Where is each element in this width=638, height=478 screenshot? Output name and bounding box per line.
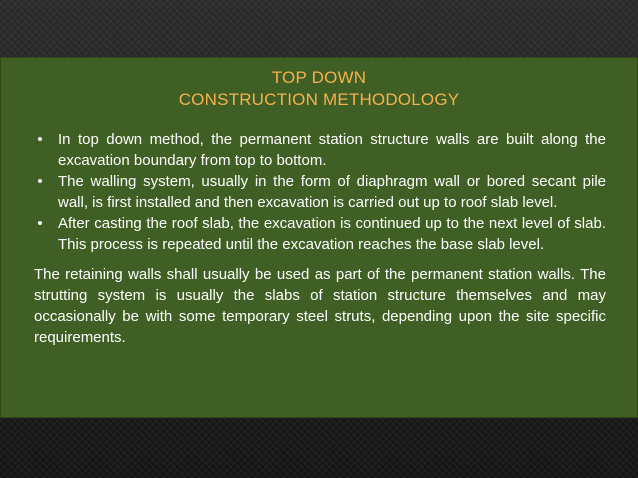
bullet-icon: • <box>37 215 43 232</box>
bullet-text: After casting the roof slab, the excavation is continued up to the next level of slab. This process is repeated until the excavation reaches the base slab level. <box>58 215 606 253</box>
bullet-text: The walling system, usually in the form of diaphragm wall or bored secant pile wall, is first installed and then excavation is carried out up to roof slab level. <box>58 173 606 211</box>
title-line-1: TOP DOWN <box>271 68 367 87</box>
slide-title <box>0 67 638 111</box>
bullet-item <box>34 171 606 213</box>
bullet-item <box>34 213 606 255</box>
bullet-list <box>34 129 606 255</box>
title-line-2: CONSTRUCTION METHODOLOGY <box>178 90 460 109</box>
bullet-item <box>34 129 606 171</box>
bullet-text: In top down method, the permanent station structure walls are built along the excavation boundary from top to bottom. <box>58 131 606 169</box>
bullet-icon: • <box>37 173 43 190</box>
summary-paragraph: The retaining walls shall usually be used as part of the permanent station walls. The strutting system is usually the slabs of station structure themselves and may occasionally be with some temporary steel struts, depending upon the site specific requirements. <box>34 266 606 346</box>
slide-body <box>34 129 606 348</box>
content-panel <box>0 57 638 418</box>
bullet-icon: • <box>37 131 43 148</box>
